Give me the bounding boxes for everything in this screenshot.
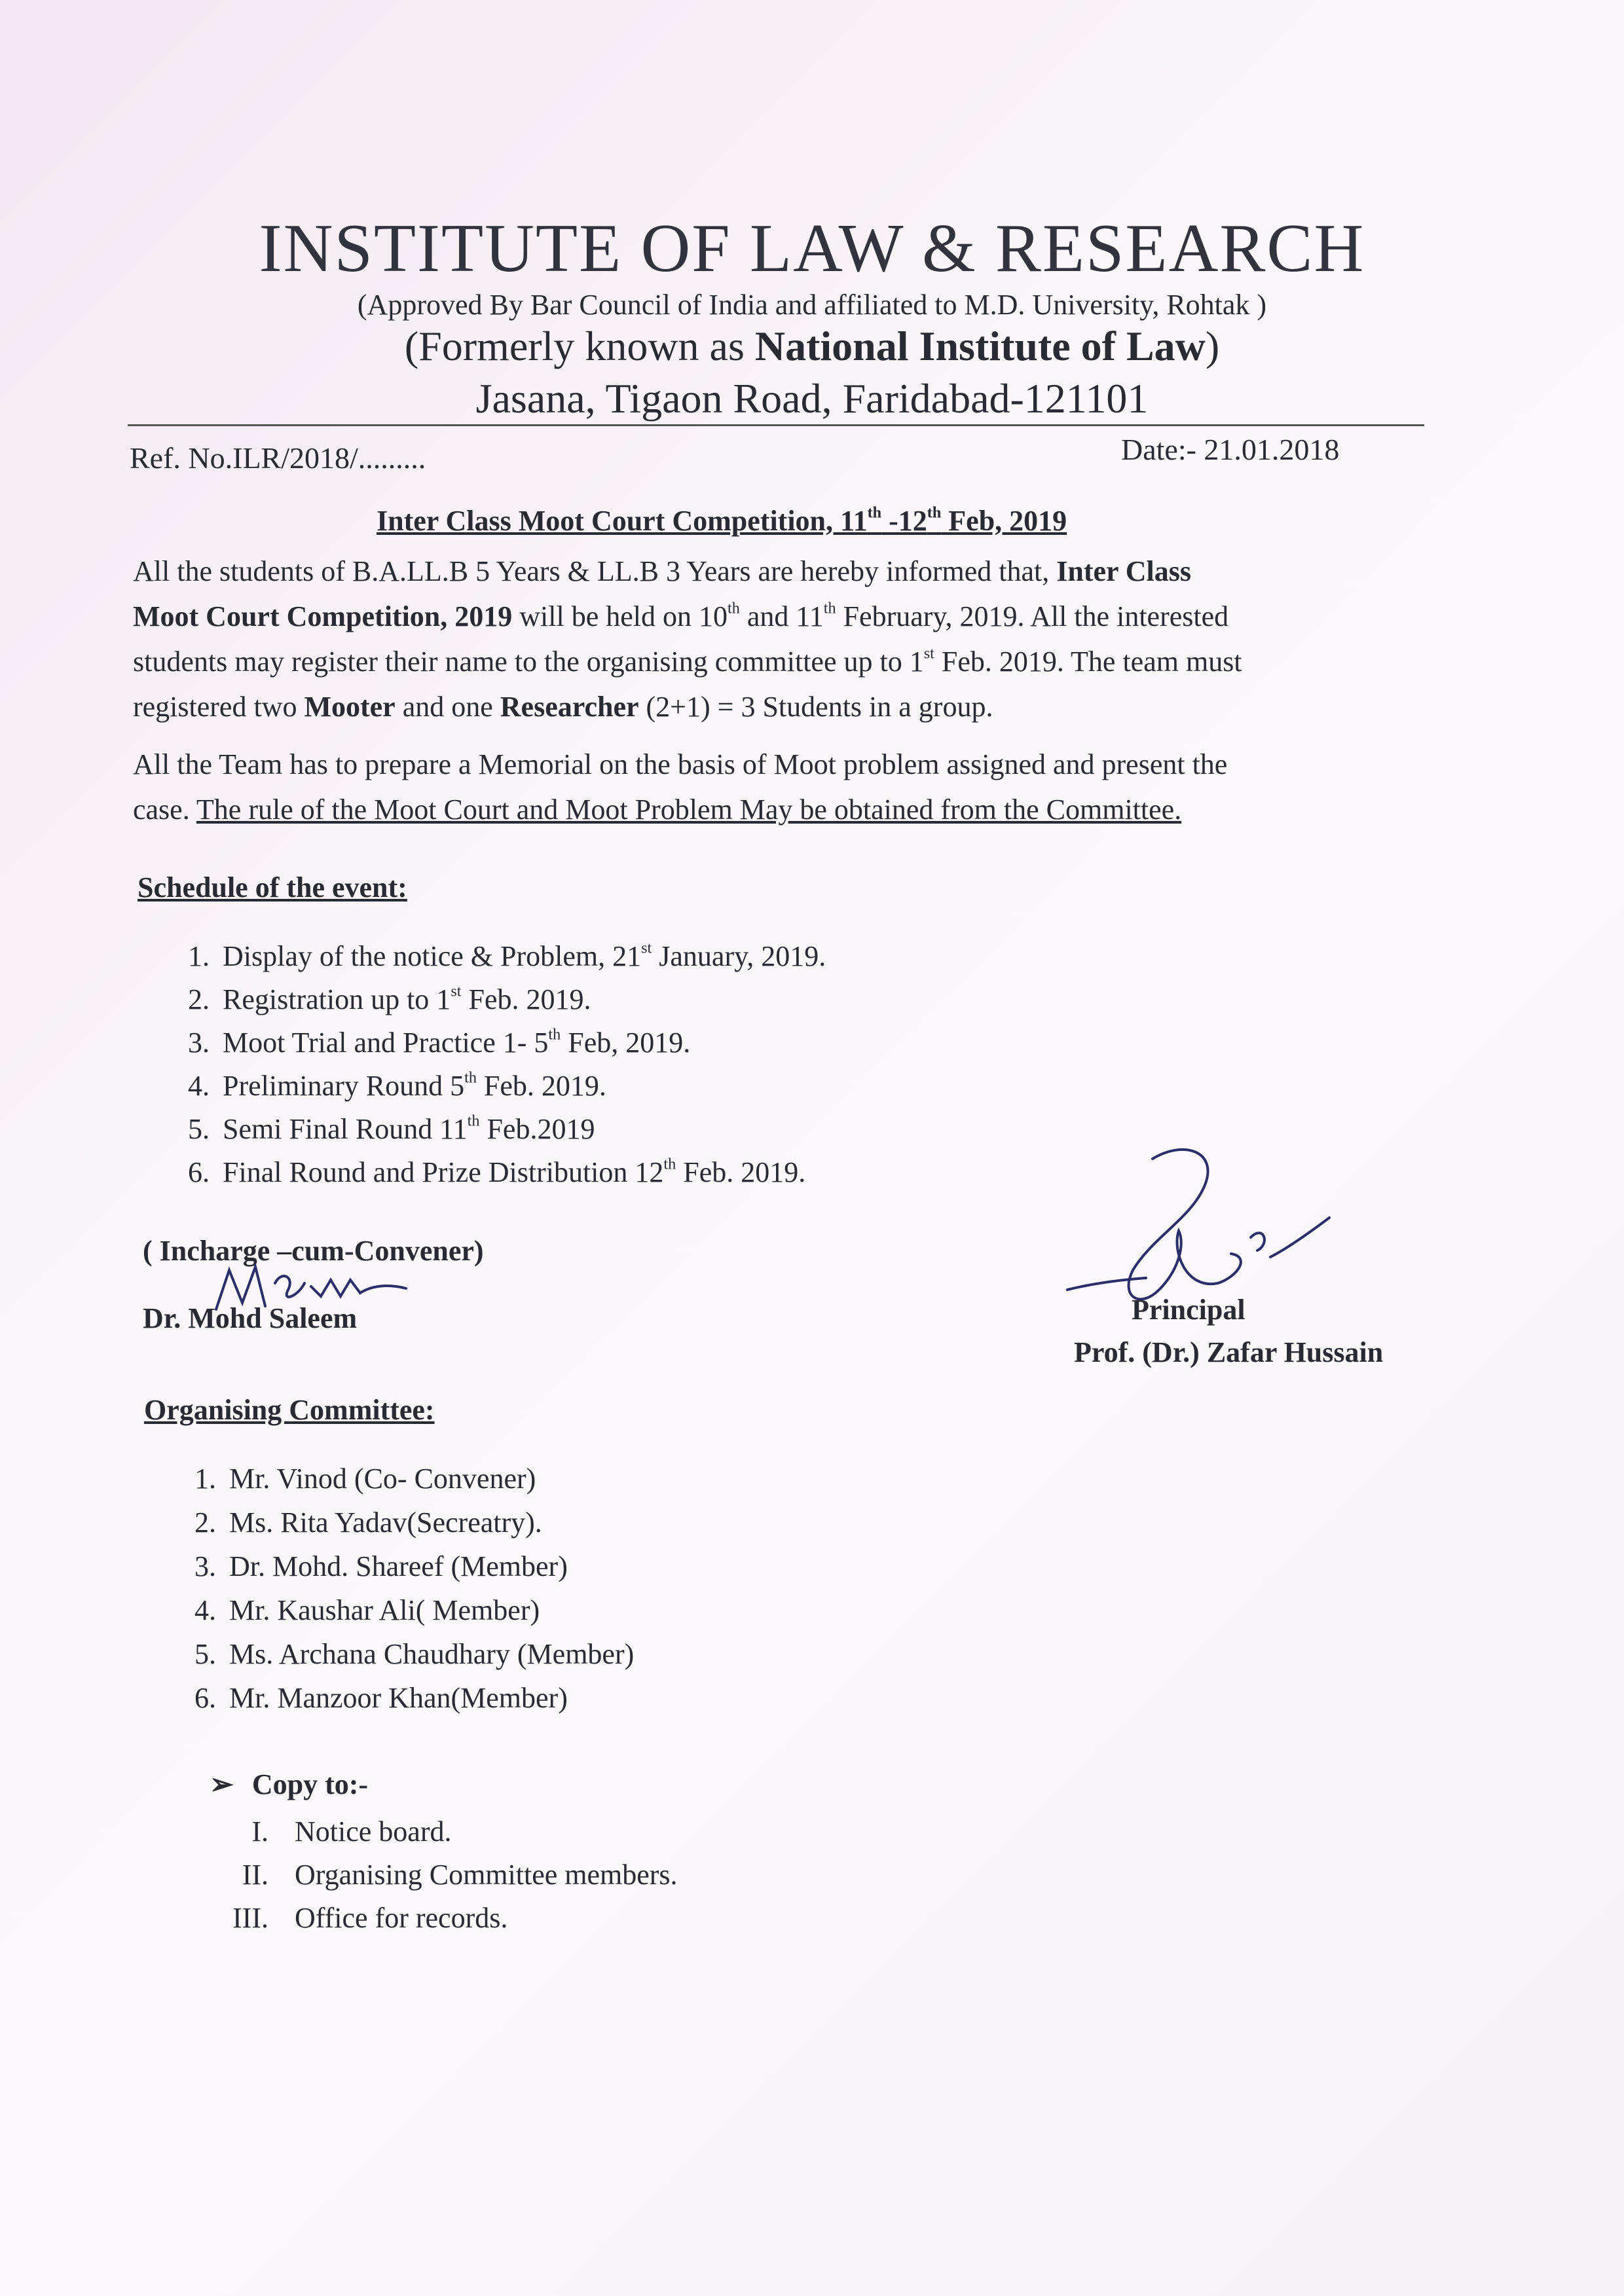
list-item: 3. Moot Trial and Practice 1- 5th Feb, 2019. <box>188 1025 691 1059</box>
list-item: 4. Mr. Kaushar Ali( Member) <box>194 1594 540 1626</box>
list-item: 2. Ms. Rita Yadav(Secreatry). <box>194 1506 542 1539</box>
formerly-line: (Formerly known as National Institute of Law) <box>404 323 1220 369</box>
list-item: 5. Semi Final Round 11th Feb.2019 <box>188 1112 595 1145</box>
reference-number: Ref. No.ILR/2018/......... <box>130 441 426 475</box>
committee-heading: Organising Committee: <box>144 1394 435 1426</box>
list-item: III. Office for records. <box>232 1902 508 1934</box>
header-divider <box>128 424 1424 426</box>
notice-title: Inter Class Moot Court Competition, 11th -12th Feb, 2019 <box>377 503 1067 537</box>
incharge-name: Dr. Mohd Saleem <box>143 1302 358 1334</box>
list-item: 3. Dr. Mohd. Shareef (Member) <box>194 1550 568 1582</box>
paragraph-intro: All the students of B.A.LL.B 5 Years & LL.B 3 Years are hereby informed that, Inter Class Moot Court Competition, 2019 will be held on 10th and 11th February, 2019. All the interested students may register their name to the organising committee up to 1st Feb. 2019. The team must registered two Mooter and one Researcher (2+1) = 3 Students in a group. <box>133 555 1242 723</box>
list-item: 6. Mr. Manzoor Khan(Member) <box>194 1682 568 1714</box>
schedule-heading: Schedule of the event: <box>138 871 407 903</box>
incharge-signature <box>196 1257 432 1336</box>
arrow-bullet-icon: ➢ <box>210 1768 234 1800</box>
list-item: 4. Preliminary Round 5th Feb. 2019. <box>188 1068 606 1102</box>
list-item: I. Notice board. <box>251 1815 452 1848</box>
paragraph-memorial: All the Team has to prepare a Memorial on the basis of Moot problem assigned and present the case. The rule of the Moot Court and Moot Problem May be obtained from the Committee. <box>133 748 1228 826</box>
list-item: 6. Final Round and Prize Distribution 12th Feb. 2019. <box>188 1155 806 1188</box>
copy-to-label: ➢ Copy to:- <box>210 1768 369 1800</box>
list-item: 2. Registration up to 1st Feb. 2019. <box>188 982 591 1015</box>
schedule-list <box>164 935 826 1194</box>
institute-name: INSTITUTE OF LAW & RESEARCH <box>259 210 1365 286</box>
approval-line: (Approved By Bar Council of India and affiliated to M.D. University, Rohtak ) <box>357 289 1267 321</box>
copy-to-list <box>216 1810 678 1940</box>
incharge-title: ( Incharge –cum-Convener) <box>143 1235 484 1267</box>
principal-title: Principal <box>1132 1294 1246 1326</box>
list-item: II. Organising Committee members. <box>242 1859 678 1891</box>
address-line: Jasana, Tigaon Road, Faridabad-121101 <box>475 375 1149 422</box>
notice-date: Date:- 21.01.2018 <box>1121 433 1340 466</box>
list-item: 5. Ms. Archana Chaudhary (Member) <box>194 1638 635 1670</box>
principal-name: Prof. (Dr.) Zafar Hussain <box>1074 1336 1384 1368</box>
committee-list <box>170 1457 634 1720</box>
list-item: 1. Mr. Vinod (Co- Convener) <box>194 1463 536 1495</box>
list-item: 1. Display of the notice & Problem, 21st January, 2019. <box>188 939 826 972</box>
